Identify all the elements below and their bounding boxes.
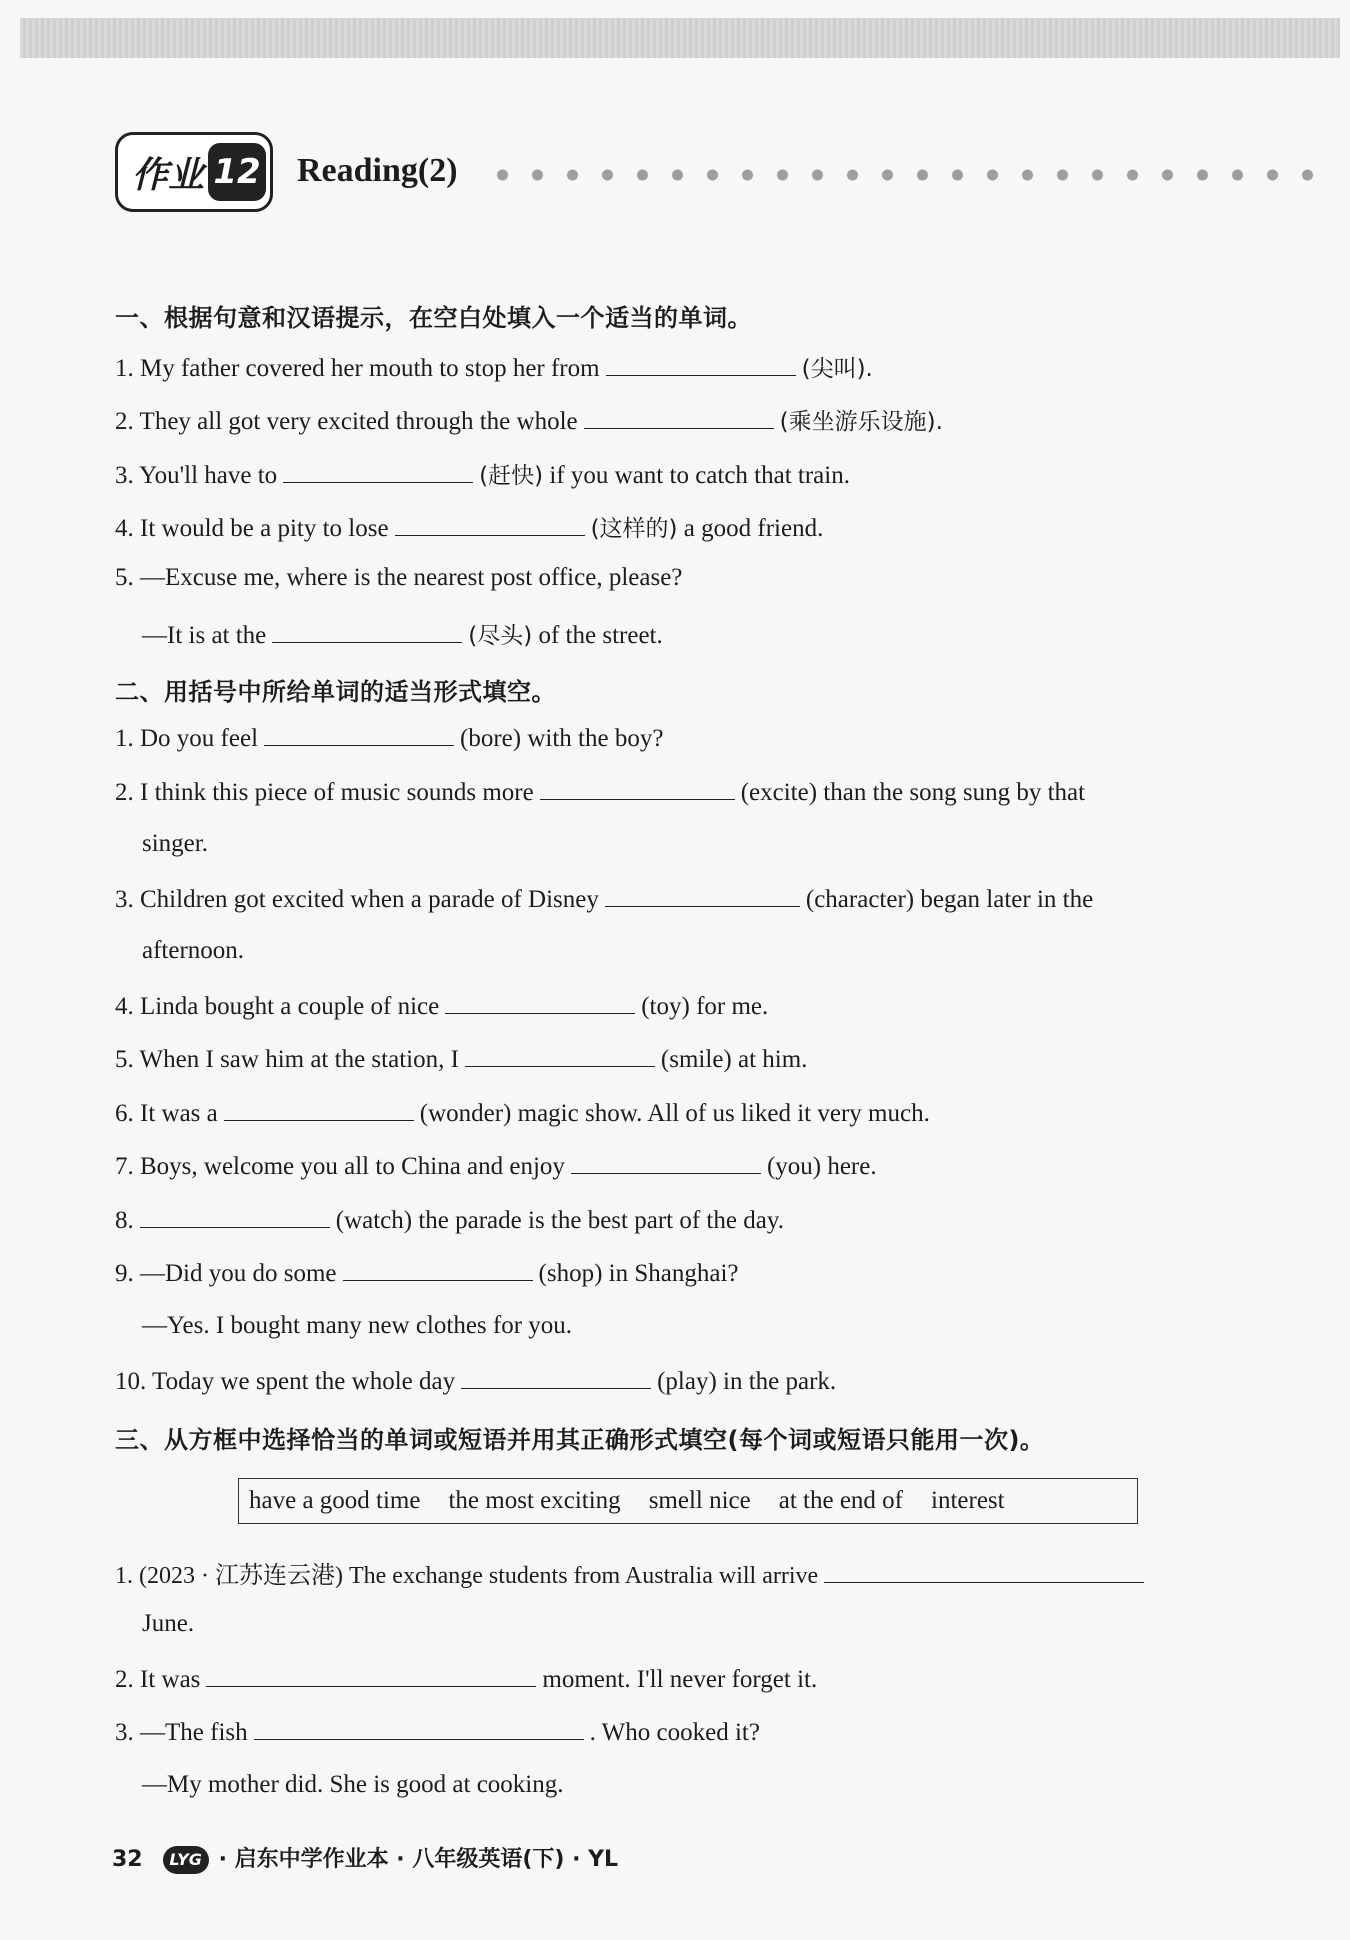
item-text: 6. It was a <box>115 1100 218 1127</box>
s3-item-1 <box>115 1555 1150 1590</box>
word-box-item: the most exciting <box>448 1487 621 1514</box>
item-text: 5. —Excuse me, where is the nearest post office, please? <box>115 564 683 591</box>
item-text-after: (play) in the park. <box>657 1368 837 1395</box>
item-text: 7. Boys, welcome you all to China and enjoy <box>115 1153 565 1180</box>
badge-number: 12 <box>208 143 266 201</box>
item-text: 5. When I saw him at the station, I <box>115 1046 459 1073</box>
answer-blank[interactable] <box>254 1717 584 1740</box>
s2-item-2 <box>115 777 1085 807</box>
s2-item-3-cont: afternoon. <box>142 937 245 964</box>
item-text: 2. I think this piece of music sounds more <box>115 779 534 806</box>
s2-item-9-answer: —Yes. I bought many new clothes for you. <box>142 1312 573 1339</box>
item-text-after: . Who cooked it? <box>589 1719 760 1746</box>
item-text: 3. Children got excited when a parade of Disney <box>115 886 599 913</box>
page-title: Reading(2) <box>297 152 458 189</box>
answer-blank[interactable] <box>540 777 735 800</box>
item-text-after: (wonder) magic show. All of us liked it very much. <box>419 1100 930 1127</box>
word-box-item: have a good time <box>249 1487 421 1514</box>
item-text-after: (watch) the parade is the best part of the day. <box>335 1207 784 1234</box>
item-text-after: (smile) at him. <box>660 1046 808 1073</box>
answer-blank[interactable] <box>445 991 635 1014</box>
s1-item-1 <box>115 350 873 383</box>
answer-blank[interactable] <box>343 1258 533 1281</box>
item-text-after: (character) began later in the <box>805 886 1094 913</box>
answer-blank[interactable] <box>206 1664 536 1687</box>
answer-blank[interactable] <box>224 1098 414 1121</box>
section-1-title: 一、根据句意和汉语提示，在空白处填入一个适当的单词。 <box>115 304 752 332</box>
item-text: —It is at the <box>142 622 267 649</box>
page-header <box>115 128 1325 218</box>
dotted-divider <box>485 168 1335 182</box>
item-text-after: (toy) for me. <box>641 993 769 1020</box>
s3-item-3-answer: —My mother did. She is good at cooking. <box>142 1771 564 1798</box>
s1-item-3 <box>115 457 850 490</box>
item-text-after: a good friend. <box>683 515 824 542</box>
s2-item-3 <box>115 884 1093 914</box>
item-text-after: (bore) with the boy? <box>460 725 664 752</box>
item-text-after: (you) here. <box>766 1153 877 1180</box>
item-text: 9. —Did you do some <box>115 1260 337 1287</box>
word-box-item: smell nice <box>648 1487 751 1514</box>
s3-item-3 <box>115 1717 760 1747</box>
item-text: 3. You'll have to <box>115 462 278 489</box>
top-scan-band <box>20 18 1340 58</box>
s2-item-8 <box>115 1205 784 1235</box>
item-text: 4. It would be a pity to lose <box>115 515 389 542</box>
item-text-after: (excite) than the song sung by that <box>740 779 1086 806</box>
item-text-after: if you want to catch that train. <box>549 462 850 489</box>
s2-item-2-cont: singer. <box>142 830 208 857</box>
answer-blank[interactable] <box>283 460 473 483</box>
answer-blank[interactable] <box>824 1560 1144 1583</box>
item-text: 1. My father covered her mouth to stop her from <box>115 355 600 382</box>
s1-item-4 <box>115 510 823 543</box>
item-text-after: (shop) in Shanghai? <box>538 1260 739 1287</box>
section-3-title: 三、从方框中选择恰当的单词或短语并用其正确形式填空(每个词或短语只能用一次)。 <box>115 1426 1045 1454</box>
item-hint: (这样的) <box>590 516 678 542</box>
page-footer <box>112 1842 618 1874</box>
answer-blank[interactable] <box>395 513 585 536</box>
item-text-after: of the street. <box>538 622 663 649</box>
badge-text: 作业 <box>132 155 205 196</box>
answer-blank[interactable] <box>264 723 454 746</box>
item-text: 1. Do you feel <box>115 725 259 752</box>
item-hint: (尽头) <box>468 623 533 649</box>
item-hint: (赶快) <box>479 463 544 489</box>
s2-item-7 <box>115 1151 877 1181</box>
answer-blank[interactable] <box>461 1366 651 1389</box>
s2-item-10 <box>115 1366 836 1396</box>
s2-item-4 <box>115 991 768 1021</box>
answer-blank[interactable] <box>272 620 462 643</box>
item-text: 4. Linda bought a couple of nice <box>115 993 440 1020</box>
answer-blank[interactable] <box>605 884 800 907</box>
publisher-logo: LYG <box>163 1846 209 1874</box>
footer-text: · 启东中学作业本 · 八年级英语(下) · YL <box>218 1847 619 1872</box>
answer-blank[interactable] <box>140 1205 330 1228</box>
section-2-title: 二、用括号中所给单词的适当形式填空。 <box>115 678 556 706</box>
item-text: 2. They all got very excited through the whole <box>115 408 578 435</box>
s3-item-2 <box>115 1664 817 1694</box>
homework-badge <box>115 132 273 212</box>
item-text: 8. <box>115 1207 134 1234</box>
answer-blank[interactable] <box>465 1044 655 1067</box>
word-box-item: at the end of <box>778 1487 904 1514</box>
answer-blank[interactable] <box>571 1151 761 1174</box>
page-number: 32 <box>112 1847 143 1872</box>
s1-item-5 <box>115 564 682 592</box>
s2-item-9 <box>115 1258 739 1288</box>
s1-item-5-answer <box>142 617 663 650</box>
answer-blank[interactable] <box>606 353 796 376</box>
s2-item-1 <box>115 723 663 753</box>
item-hint: (尖叫). <box>801 356 873 382</box>
word-box-item: interest <box>931 1487 1005 1514</box>
word-box <box>238 1478 1138 1524</box>
item-text: 10. Today we spent the whole day <box>115 1368 456 1395</box>
item-text: 1. (2023 · 江苏连云港) The exchange students from Australia will arrive <box>115 1563 819 1589</box>
item-hint: (乘坐游乐设施). <box>779 409 943 435</box>
answer-blank[interactable] <box>584 406 774 429</box>
item-text: 3. —The fish <box>115 1719 248 1746</box>
s2-item-5 <box>115 1044 807 1074</box>
s1-item-2 <box>115 403 943 436</box>
item-text: 2. It was <box>115 1666 201 1693</box>
s3-item-1-cont: June. <box>142 1610 195 1637</box>
item-text-after: moment. I'll never forget it. <box>542 1666 818 1693</box>
s2-item-6 <box>115 1098 930 1128</box>
